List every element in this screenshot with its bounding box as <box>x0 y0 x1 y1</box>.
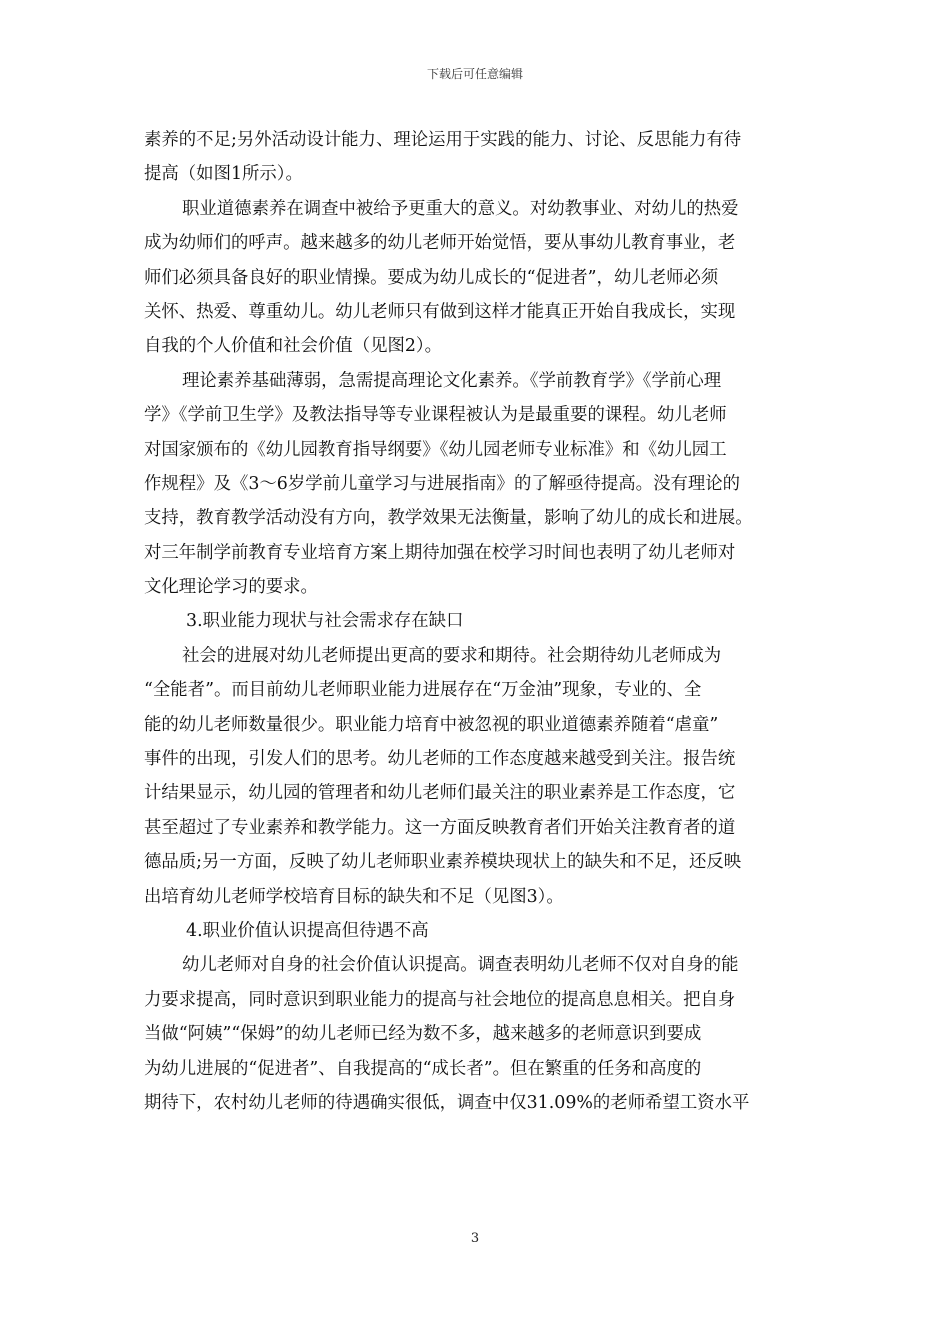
text-line: 对国家颁布的《幼儿园教育指导纲要》《幼儿园老师专业标准》和《幼儿园工 <box>144 439 727 460</box>
text-line: 提高（如图1所示）。 <box>144 164 303 185</box>
text-line: 作规程》及《3～6岁学前儿童学习与进展指南》的了解亟待提高。没有理论的 <box>144 473 741 494</box>
text-line: 对三年制学前教育专业培育方案上期待加强在校学习时间也表明了幼儿老师对 <box>144 542 736 563</box>
text-line: 为幼儿进展的“促进者”、自我提高的“成长者”。但在繁重的任务和高度的 <box>144 1058 702 1079</box>
text-line: 甚至超过了专业素养和教学能力。这一方面反映教育者们开始关注教育者的道 <box>144 817 736 838</box>
text-line: 关怀、热爱、尊重幼儿。幼儿老师只有做到这样才能真正开始自我成长，实现 <box>144 301 736 322</box>
text-line: 文化理论学习的要求。 <box>144 577 318 598</box>
text-line: 力要求提高，同时意识到职业能力的提高与社会地位的提高息息相关。把自身 <box>144 989 736 1010</box>
section-heading: 3.职业能力现状与社会需求存在缺口 <box>186 611 464 632</box>
paragraph-start-line: 社会的进展对幼儿老师提出更高的要求和期待。社会期待幼儿老师成为 <box>182 645 722 666</box>
page-header: 下载后可任意编辑 <box>426 67 523 81</box>
body-text <box>144 123 814 1120</box>
text-line: 事件的出现，引发人们的思考。幼儿老师的工作态度越来越受到关注。报告统 <box>144 749 736 770</box>
text-line: 能的幼儿老师数量很少。职业能力培育中被忽视的职业道德素养随着“虐童” <box>144 714 719 735</box>
text-line: 学》《学前卫生学》及教法指导等专业课程被认为是最重要的课程。幼儿老师 <box>144 405 727 426</box>
text-line: 出培育幼儿老师学校培育目标的缺失和不足（见图3）。 <box>144 886 564 907</box>
text-line: 德品质;另一方面，反映了幼儿老师职业素养模块现状上的缺失和不足，还反映 <box>144 852 742 873</box>
text-line: 支持，教育教学活动没有方向，教学效果无法衡量，影响了幼儿的成长和进展。 <box>144 508 753 529</box>
text-line: 素养的不足;另外活动设计能力、理论运用于实践的能力、讨论、反思能力有待 <box>144 130 742 150</box>
page-number: 3 <box>470 1231 480 1246</box>
paragraph-start-line: 职业道德素养在调查中被给予更重大的意义。对幼教事业、对幼儿的热爱 <box>182 198 739 219</box>
section-heading: 4.职业价值认识提高但待遇不高 <box>186 920 429 941</box>
text-line: 计结果显示，幼儿园的管理者和幼儿老师们最关注的职业素养是工作态度，它 <box>144 783 736 804</box>
text-line: 师们必须具备良好的职业情操。要成为幼儿成长的“促进者”，幼儿老师必须 <box>144 267 719 288</box>
text-line: 自我的个人价值和社会价值（见图2）。 <box>144 336 443 357</box>
text-line: 成为幼师们的呼声。越来越多的幼儿老师开始觉悟，要从事幼儿教育事业，老 <box>144 233 736 254</box>
text-line: 期待下，农村幼儿老师的待遇确实很低，调查中仅31.09%的老师希望工资水平 <box>144 1092 750 1113</box>
paragraph-start-line: 理论素养基础薄弱，急需提高理论文化素养。《学前教育学》《学前心理 <box>182 370 722 391</box>
text-line: “全能者”。而目前幼儿老师职业能力进展存在“万金油”现象，专业的、全 <box>144 680 702 701</box>
paragraph-start-line: 幼儿老师对自身的社会价值认识提高。调查表明幼儿老师不仅对自身的能 <box>182 955 739 976</box>
text-line: 当做“阿姨”“保姆”的幼儿老师已经为数不多，越来越多的老师意识到要成 <box>144 1024 702 1045</box>
